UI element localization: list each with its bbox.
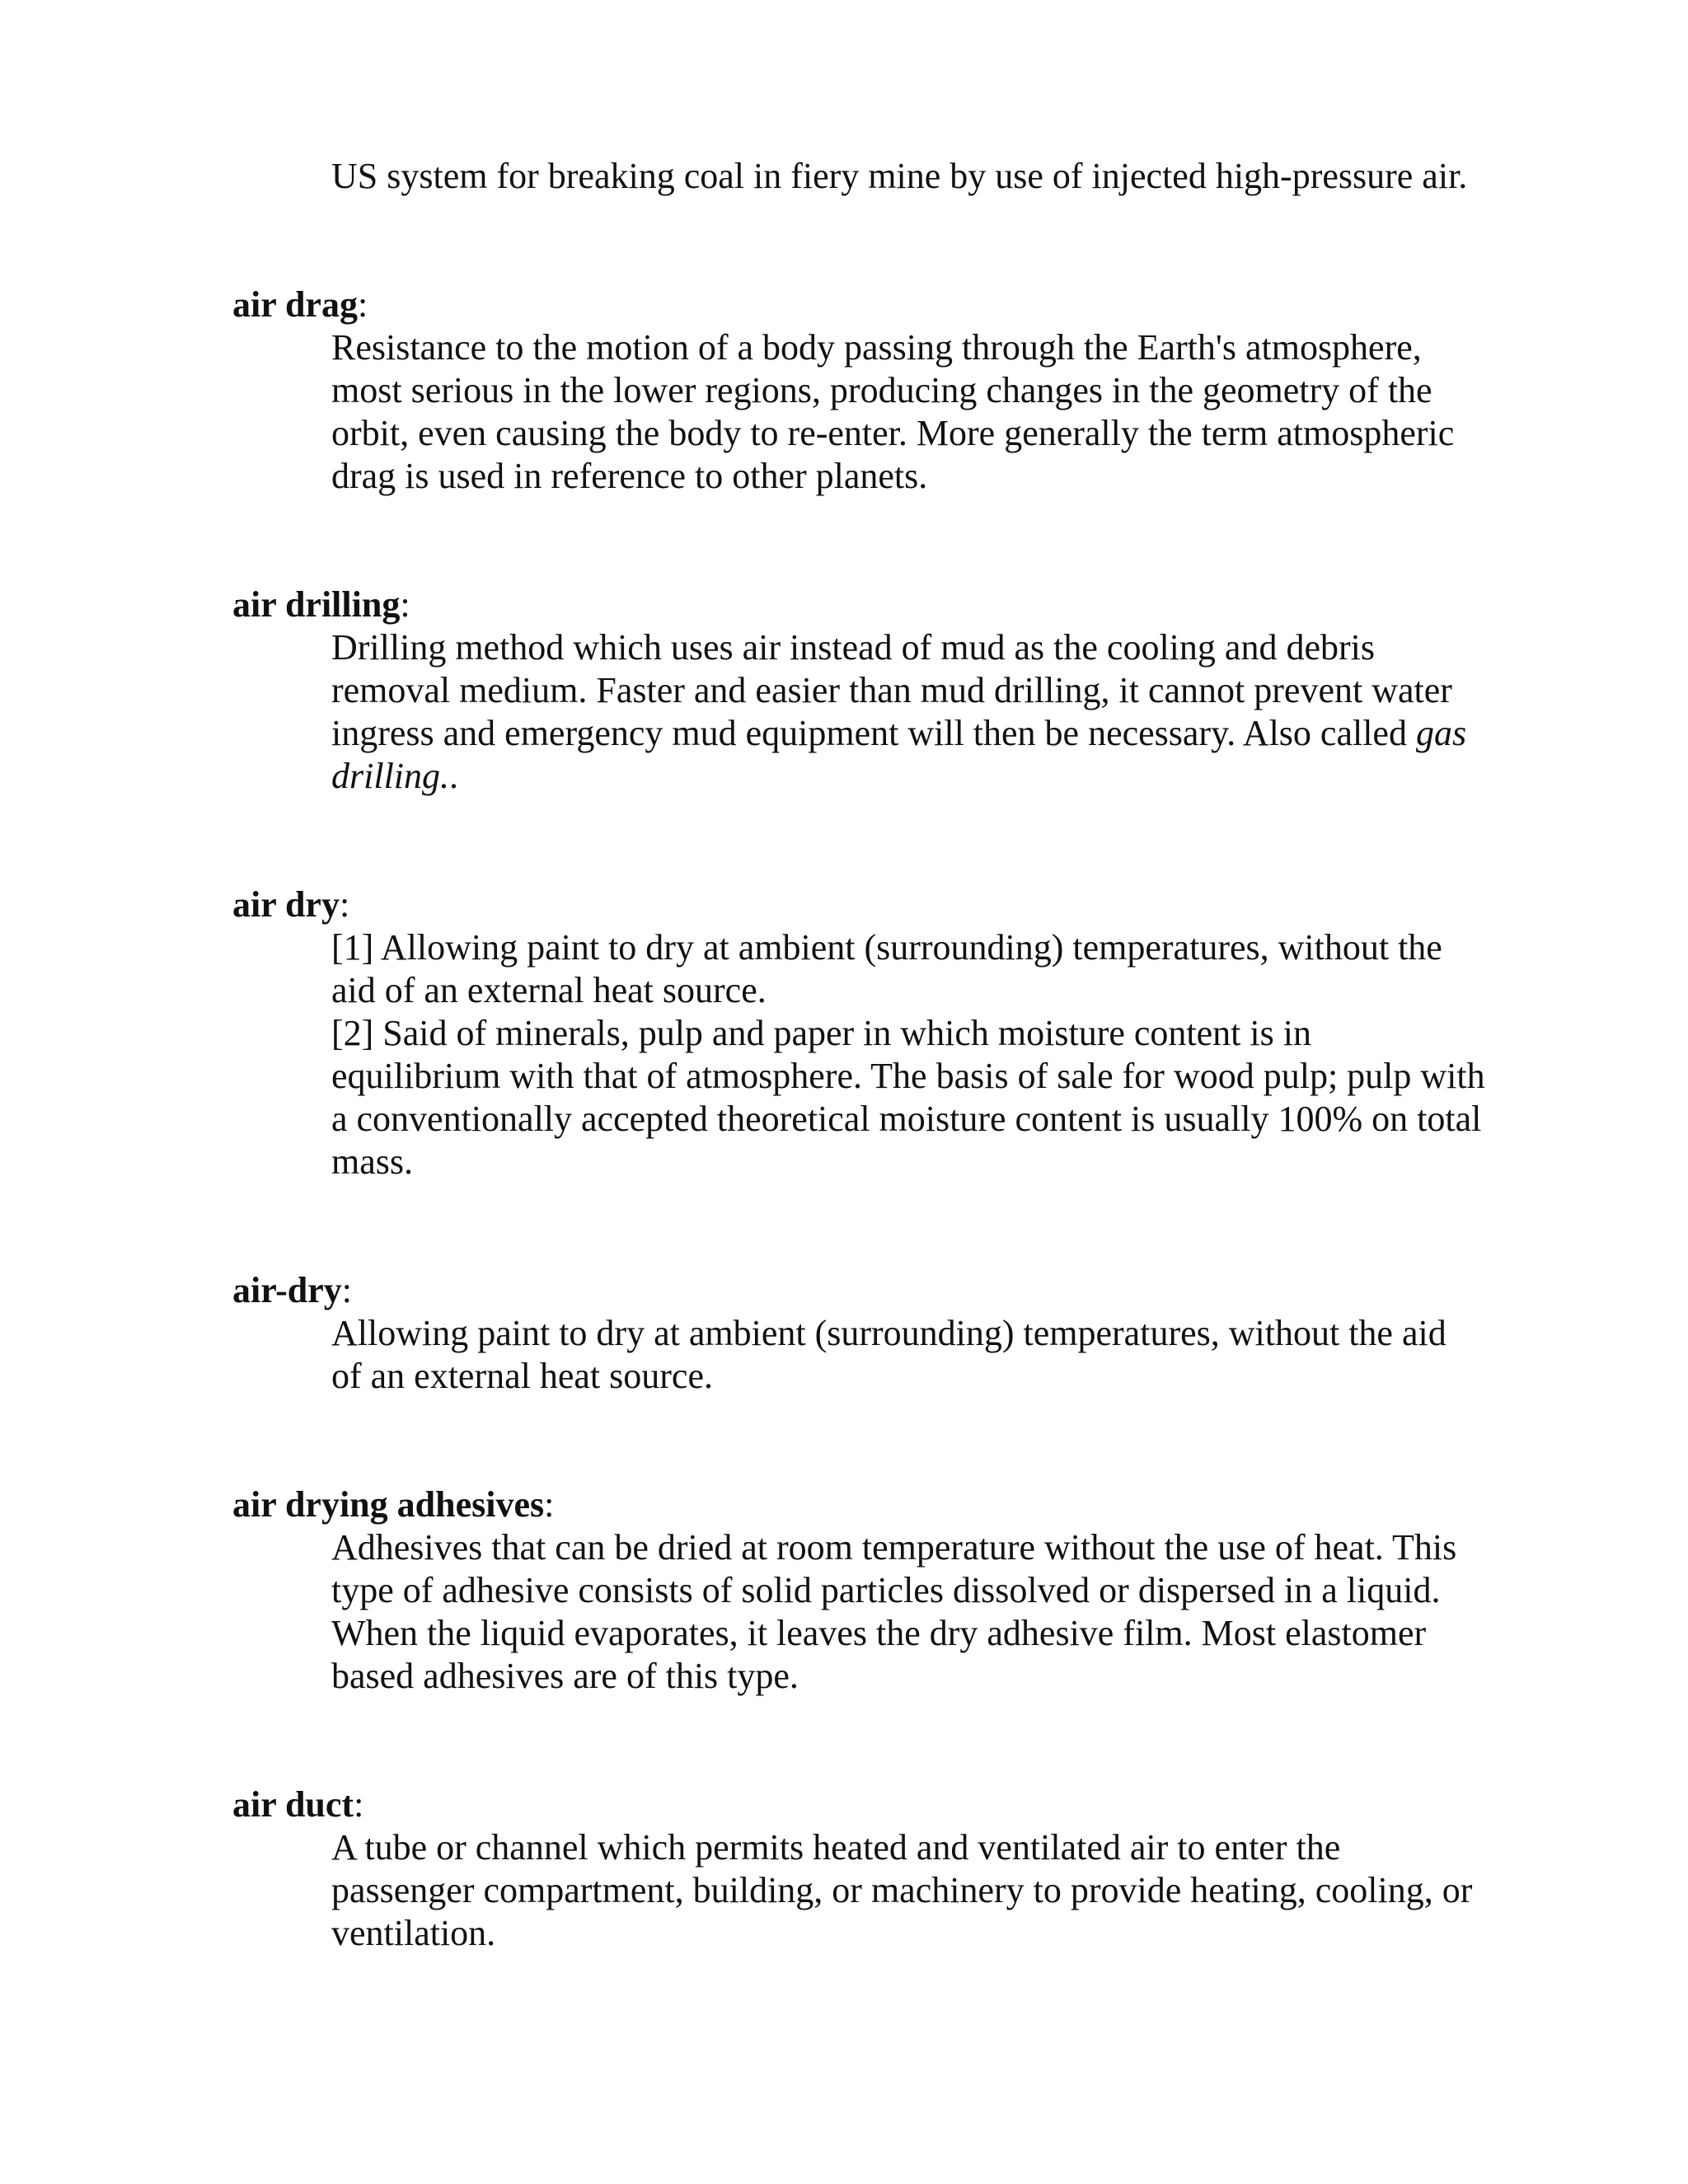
definition-paragraph: Adhesives that can be dried at room temperature without the use of heat. This type of adhesive consists of solid particles dissolved or dispersed in a liquid. When the liquid evaporates, it leaves the dry adhesive film. Most elastomer based adhesives are of this type. [331,1527,1457,1696]
entry-term-line [232,1269,1523,1312]
entry-term: air drag [232,284,358,325]
entry-air-drag [232,284,1523,498]
entry-air-drying-adhesives [232,1483,1523,1698]
entry-term-line [232,1483,1523,1526]
definition-paragraph: Allowing paint to dry at ambient (surrounding) temperatures, without the aid of an external heat source. [331,1313,1447,1396]
term-colon: : [339,884,350,925]
definition-paragraph: US system for breaking coal in fiery mine by use of injected high-pressure air. [331,156,1468,196]
entry-definition [331,326,1485,498]
term-colon: : [341,1270,353,1310]
term-colon: : [400,584,410,625]
entry-definition [331,626,1485,798]
entry-air-drilling [232,583,1523,798]
entry-term: air-dry [232,1270,342,1310]
entry-term-line [232,883,1523,926]
entry-air-dry [232,883,1523,1183]
term-colon: : [354,1784,364,1825]
definition-text: Drilling method which uses air instead of mud as the cooling and debris removal medium. Faster and easier than mud drilling, it cannot prevent water ingress and emergency mud equipment will then be necessary. Also called [331,627,1452,753]
definition-trailing-period: . [449,756,459,796]
entry-term-line [232,1783,1523,1826]
entry-air-dry-hyphenated [232,1269,1523,1398]
definition-paragraph: [1] Allowing paint to dry at ambient (surrounding) temperatures, without the aid of an external heat source. [331,927,1442,1010]
entry-definition [331,1526,1485,1698]
entry-air-duct [232,1783,1523,1955]
definition-paragraph: Resistance to the motion of a body passing through the Earth's atmosphere, most serious in the lower regions, producing changes in the geometry of the orbit, even causing the body to re-enter. More generally the term atmospheric drag is used in reference to other planets. [331,327,1455,496]
entry-term: air drying adhesives [232,1484,545,1525]
definition-paragraph [331,626,1485,798]
definition-italic-term: gas drilling. [331,713,1467,796]
entry-term: air dry [232,884,340,925]
entry-definition [331,1826,1485,1955]
entry-term-line [232,583,1523,626]
term-colon: : [544,1484,555,1525]
entry-definition [331,926,1485,1183]
definition-paragraph: A tube or channel which permits heated and ventilated air to enter the passenger compartment, building, or machinery to provide heating, cooling, or ventilation. [331,1827,1473,1953]
entry-definition [331,1312,1485,1398]
entry-term: air duct [232,1784,354,1825]
entry-term-line [232,284,1523,326]
definition-paragraph: [2] Said of minerals, pulp and paper in which moisture content is in equilibrium with that of atmosphere. The basis of sale for wood pulp; pulp with a conventionally accepted theoretical moisture content is usually 100% on total mass. [331,1013,1485,1182]
continued-entry [232,155,1523,198]
term-colon: : [357,284,368,325]
entry-term: air drilling [232,584,401,625]
entry-definition [331,155,1485,198]
